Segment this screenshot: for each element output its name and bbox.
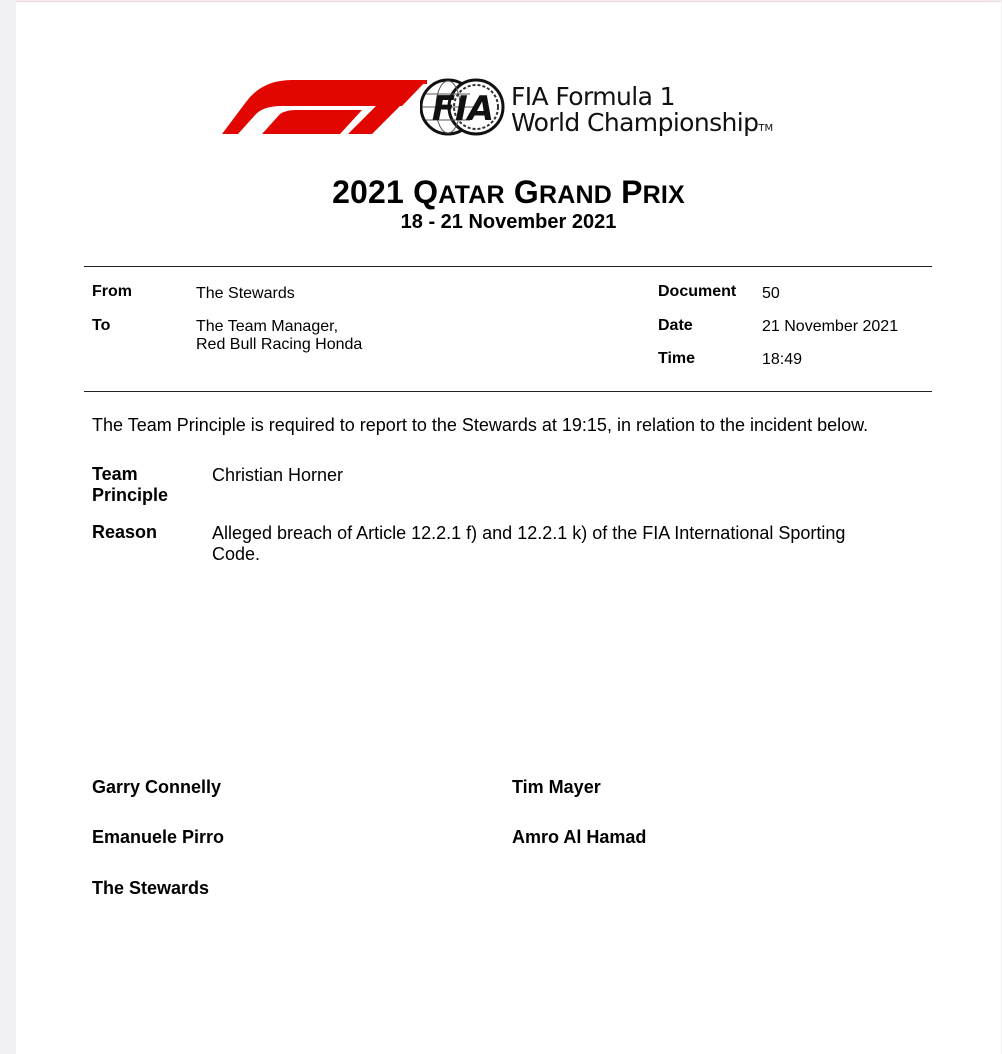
to-value: The Team Manager, Red Bull Racing Honda [196, 318, 363, 353]
championship-line2: World Championship [511, 108, 759, 137]
time-value: 18:49 [762, 351, 803, 368]
date-label: Date [658, 317, 693, 334]
fia-logo-text: FIA [431, 89, 495, 129]
header-top-divider [84, 266, 932, 267]
document-page [16, 1, 1001, 1054]
stewards-signoff: The Stewards [92, 878, 210, 898]
steward-name: Amro Al Hamad [512, 827, 647, 847]
steward-name: Garry Connelly [92, 777, 222, 797]
document-value: 50 [762, 285, 780, 302]
fia-logo-icon [420, 74, 506, 140]
header-bottom-divider [84, 391, 932, 392]
f1-logo-icon [222, 80, 427, 134]
event-title: 2021 QATAR GRAND PRIX [332, 174, 685, 210]
time-label: Time [658, 350, 696, 367]
team-principle-value: Christian Horner [212, 465, 344, 485]
reason-value: Alleged breach of Article 12.2.1 f) and 12.2.1 k) of the FIA International Sporting Code. [212, 523, 846, 564]
to-label: To [92, 317, 111, 334]
intro-text: The Team Principle is required to report to the Stewards at 19:15, in relation to the incident below. [92, 415, 869, 435]
event-dates: 18 - 21 November 2021 [400, 211, 617, 233]
header-logos [222, 74, 822, 142]
trademark-mark: TM [758, 123, 774, 134]
steward-name: Emanuele Pirro [92, 827, 225, 847]
championship-line1: FIA Formula 1 [511, 82, 675, 111]
document-label: Document [658, 283, 737, 300]
steward-name: Tim Mayer [512, 777, 601, 797]
from-label: From [92, 283, 132, 300]
team-principle-label: Team Principle [92, 464, 169, 505]
championship-wordmark [511, 84, 773, 142]
date-value: 21 November 2021 [762, 318, 899, 335]
reason-label: Reason [92, 522, 158, 542]
from-value: The Stewards [196, 285, 295, 302]
